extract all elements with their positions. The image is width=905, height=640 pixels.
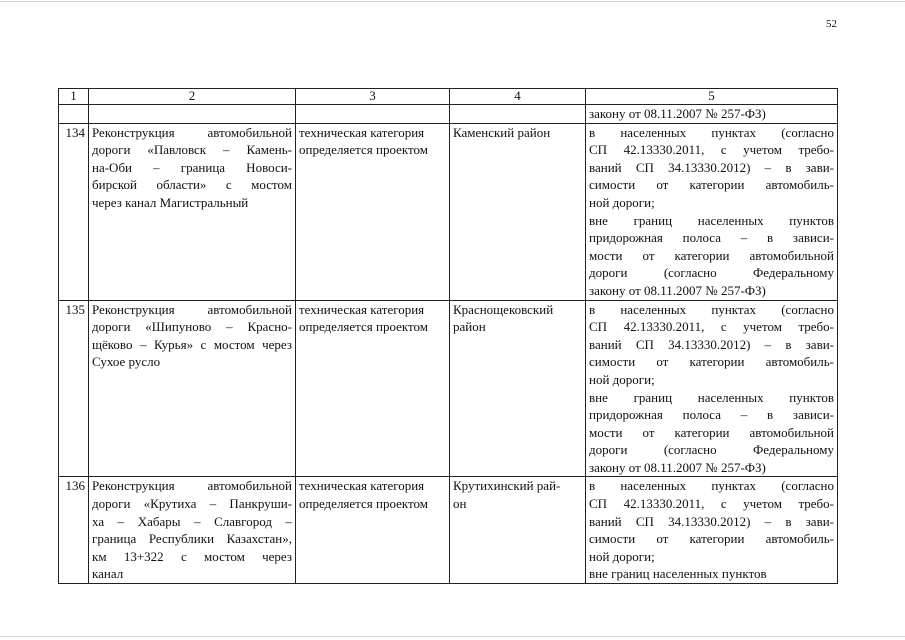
table-row bbox=[59, 477, 838, 584]
text-line: он bbox=[453, 496, 467, 512]
text-line: Сухое русло bbox=[92, 354, 161, 370]
district-cell bbox=[450, 300, 586, 477]
text-line: Крутихинский рай- bbox=[453, 478, 561, 494]
district-cell bbox=[450, 123, 586, 300]
empty-cell bbox=[450, 105, 586, 124]
text-line: ной дороги; bbox=[589, 548, 655, 564]
zone-cell bbox=[586, 300, 838, 477]
category-cell bbox=[296, 123, 450, 300]
text-line: район bbox=[453, 319, 486, 335]
text-line: Реконструкция автомобильной bbox=[92, 301, 292, 317]
text-line: СП 42.13330.2011, с учетом требо- bbox=[589, 319, 834, 335]
empty-cell bbox=[89, 105, 296, 124]
district-cell bbox=[450, 477, 586, 584]
text-line: закону от 08.11.2007 № 257-ФЗ) bbox=[589, 282, 766, 298]
text-line: мости от категории автомобильной bbox=[589, 247, 834, 263]
text-line: ной дороги; bbox=[589, 194, 655, 210]
category-cell bbox=[296, 477, 450, 584]
category-cell bbox=[296, 300, 450, 477]
text-line: Краснощековский bbox=[453, 301, 554, 317]
text-line: ваний СП 34.13330.2012) – в зави- bbox=[589, 336, 834, 352]
road-name-cell bbox=[89, 123, 296, 300]
text-line: дороги «Крутиха – Панкруши- bbox=[92, 496, 292, 512]
text-line: канал bbox=[92, 566, 124, 582]
text-line: в населенных пунктах (согласно bbox=[589, 478, 834, 494]
text-line: симости от категории автомобиль- bbox=[589, 531, 834, 547]
table-row bbox=[59, 300, 838, 477]
text-line: вне границ населенных пунктов bbox=[589, 389, 834, 405]
header-cell: 3 bbox=[296, 89, 450, 105]
header-cell: 1 bbox=[59, 89, 89, 105]
page-number: 52 bbox=[826, 18, 837, 30]
text-line: вне границ населенных пунктов bbox=[589, 212, 834, 228]
text-line: на-Оби – граница Новоси- bbox=[92, 159, 292, 175]
text-line: через канал Магистральный bbox=[92, 194, 249, 210]
text-line: определяется проектом bbox=[299, 142, 429, 158]
text-line: ваний СП 34.13330.2012) – в зави- bbox=[589, 513, 834, 529]
text-line: дороги «Павловск – Камень- bbox=[92, 142, 292, 158]
text-line: щёково – Курья» с мостом через bbox=[92, 336, 292, 352]
text-line: придорожная полоса – в зависи- bbox=[589, 230, 834, 246]
header-cell: 5 bbox=[586, 89, 838, 105]
text-line: ваний СП 34.13330.2012) – в зави- bbox=[589, 159, 834, 175]
text-line: симости от категории автомобиль- bbox=[589, 354, 834, 370]
text-line: в населенных пунктах (согласно bbox=[589, 301, 834, 317]
text-line: мости от категории автомобильной bbox=[589, 424, 834, 440]
row-number: 136 bbox=[59, 477, 89, 584]
text-line: симости от категории автомобиль- bbox=[589, 177, 834, 193]
text-line: Каменский район bbox=[453, 124, 551, 140]
text-line: км 13+322 с мостом через bbox=[92, 548, 292, 564]
text-line: Реконструкция автомобильной bbox=[92, 478, 292, 494]
document-table bbox=[58, 88, 838, 584]
text-line: техническая категория bbox=[299, 478, 425, 494]
text-line: дороги «Шипуново – Красно- bbox=[92, 319, 292, 335]
text-line: СП 42.13330.2011, с учетом требо- bbox=[589, 142, 834, 158]
road-name-cell bbox=[89, 477, 296, 584]
scan-edge-bottom bbox=[0, 636, 905, 637]
road-name-cell bbox=[89, 300, 296, 477]
text-line: определяется проектом bbox=[299, 319, 429, 335]
zone-cell bbox=[586, 123, 838, 300]
text-line: техническая категория bbox=[299, 301, 425, 317]
text-line: СП 42.13330.2011, с учетом требо- bbox=[589, 496, 834, 512]
text-line: граница Республики Казахстан», bbox=[92, 531, 292, 547]
row-number: 134 bbox=[59, 123, 89, 300]
header-row bbox=[59, 89, 838, 105]
table-row bbox=[59, 123, 838, 300]
text-line: ной дороги; bbox=[589, 371, 655, 387]
empty-cell bbox=[296, 105, 450, 124]
text-line: дороги (согласно Федеральному bbox=[589, 265, 834, 281]
zone-cell bbox=[586, 477, 838, 584]
text-line: определяется проектом bbox=[299, 496, 429, 512]
text-line: ха – Хабары – Славгород – bbox=[92, 513, 292, 529]
text-line: в населенных пунктах (согласно bbox=[589, 124, 834, 140]
continuation-text: закону от 08.11.2007 № 257-ФЗ) bbox=[586, 105, 838, 124]
text-line: вне границ населенных пунктов bbox=[589, 566, 767, 582]
text-line: Реконструкция автомобильной bbox=[92, 124, 292, 140]
text-line: техническая категория bbox=[299, 124, 425, 140]
row-number: 135 bbox=[59, 300, 89, 477]
header-cell: 4 bbox=[450, 89, 586, 105]
continuation-row bbox=[59, 105, 838, 124]
text-line: придорожная полоса – в зависи- bbox=[589, 407, 834, 423]
text-line: дороги (согласно Федеральному bbox=[589, 442, 834, 458]
text-line: закону от 08.11.2007 № 257-ФЗ) bbox=[589, 459, 766, 475]
header-cell: 2 bbox=[89, 89, 296, 105]
empty-cell bbox=[59, 105, 89, 124]
text-line: бирской области» с мостом bbox=[92, 177, 292, 193]
scan-edge-top bbox=[0, 1, 905, 2]
